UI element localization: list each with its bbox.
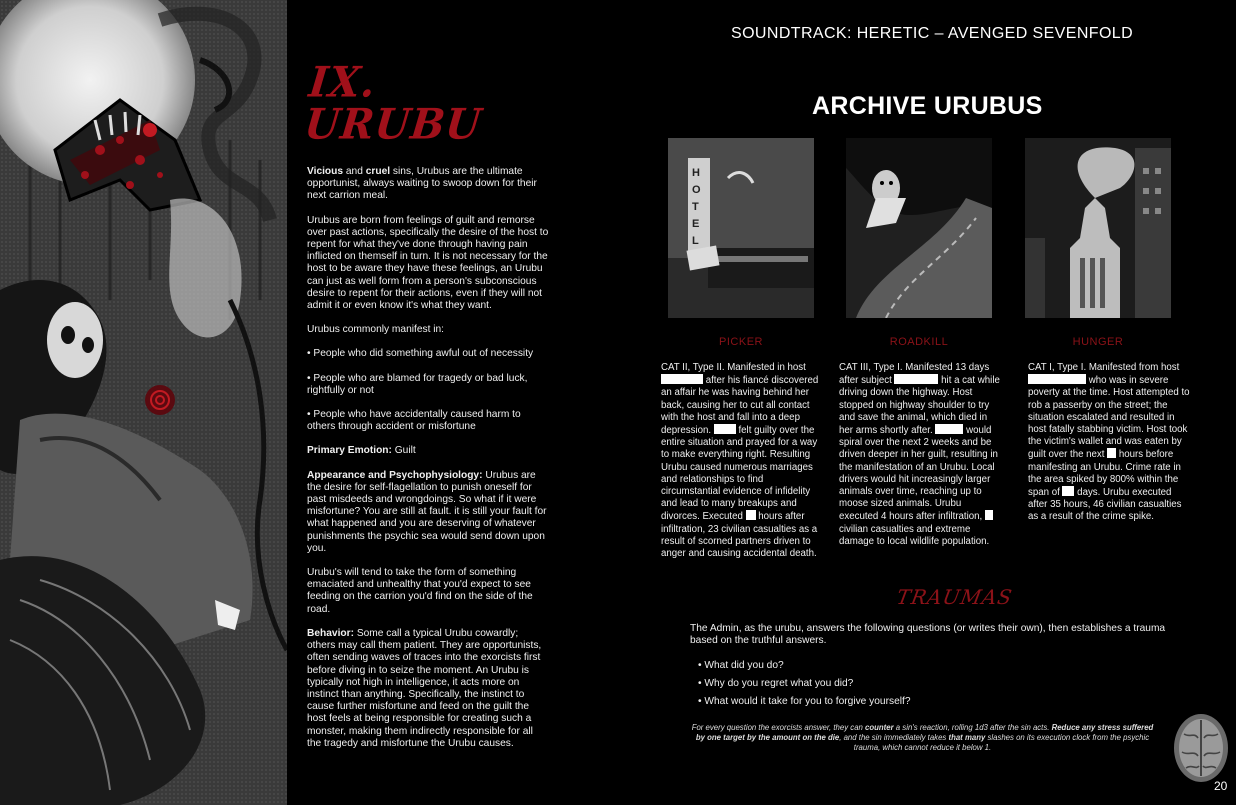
archive-photo-hunger xyxy=(1025,138,1171,318)
chapter-title: IX. URUBU xyxy=(302,57,485,150)
redaction-bar xyxy=(1062,486,1074,496)
svg-text:E: E xyxy=(692,218,700,230)
archive-name: ROADKILL xyxy=(889,336,949,348)
archive-heading: ARCHIVE URUBUS xyxy=(812,92,1043,120)
redaction-bar xyxy=(985,510,993,520)
redaction-bar xyxy=(935,424,963,434)
urubu-illustration xyxy=(0,0,287,805)
intro-rest: sins, Urubus are the ultimate opportunist, always waiting to swoop down for their next carrion meal. xyxy=(307,166,537,202)
appearance-text: Urubus are the desire for self-flagellation to punish oneself for past misdeeds and wrongdoings. So what if it were misfortune? You are still at fault. it is still your fault for what happened and you are deserving of whatever punishments the psychic sea would send down upon you. xyxy=(307,469,547,554)
svg-text:T: T xyxy=(692,201,699,213)
manifest-item: • People who have accidentally caused harm to others through accident or misfortune xyxy=(307,409,521,433)
primary-emotion-value: Guilt xyxy=(391,445,416,457)
archive-name: PICKER xyxy=(719,336,763,348)
archive-description: CAT II, Type II. Manifested in host after his fiancé discovered an affair he was having behind her back, causing her to cut all contact with the host and fall into a deep depression. felt guilty over the entire situation and prayed for a way to make everything right. Resulting Urubu caused numerous marriages and relationships to find circumstantial evidence of infidelity and lead to many breakups and divorces. Executed hours after infiltration, 23 civilian casualties as a result of scorned partners driven to anger and causing accidental death. xyxy=(661,362,819,560)
trauma-question: • What did you do? xyxy=(698,660,784,671)
traumas-questions xyxy=(698,660,911,714)
archive-card-roadkill xyxy=(839,138,1007,548)
redaction-bar xyxy=(746,510,756,520)
manifest-item: • People who did something awful out of necessity xyxy=(307,348,534,360)
appearance-paragraph xyxy=(307,470,549,555)
archive-name: HUNGER xyxy=(1072,336,1124,348)
brain-icon xyxy=(1172,712,1230,789)
traumas-title: TRAUMAS xyxy=(894,585,1015,609)
traumas-intro: The Admin, as the urubu, answers the following questions (or writes their own), then establishes a trauma based on the truthful answers. xyxy=(690,623,1166,647)
soundtrack-credit: SOUNDTRACK: HERETIC – AVENGED SEVENFOLD xyxy=(731,25,1134,42)
svg-text:H: H xyxy=(692,167,700,179)
manifest-heading: Urubus commonly manifest in: xyxy=(307,324,445,336)
redaction-bar xyxy=(1107,448,1116,458)
origin-paragraph: Urubus are born from feelings of guilt and remorse over past actions, specifically the desire of the host to repent for what they've done through having pain inflicted on themself in turn. It is not necessary for the host to be aware they have these feelings, an Urubu can just as well form from a person's subconscious desire to repent for their actions, even if they will not admit it or even know it's what they want. xyxy=(307,214,549,312)
archive-photo-picker xyxy=(668,138,814,318)
archive-photo-roadkill xyxy=(846,138,992,318)
trauma-question: • Why do you regret what you did? xyxy=(698,678,854,689)
appearance-label: Appearance and Psychophysiology: xyxy=(307,469,483,481)
archive-description: CAT III, Type I. Manifested 13 days after subject hit a cat while driving down the highway. Host stopped on highway shoulder to try and save the animal, which died in her arms shortly after. would spiral over the next 2 weeks and be driven deeper in her guilt, resulting in the manifestation of an Urubu. Local drivers would hit increasingly larger animals over time, reaching up to moose sized animals. Urubu executed 4 hours after infiltration, civilian casualties and extreme damage to local wildlife population. xyxy=(839,362,1000,547)
behavior-text: Some call a typical Urubu cowardly; others may call them patient. They are opportunists, often sending waves of traces into the exorcists first before diving in to seize the moment. An Urubu is typically not high in intelligence, it acts more on instinct than anything. Specifically, the instinct to cause further misfortune and feed on the guilt the host feels at being responsible for creating such a monster, making them indirectly responsible for all the tragedy and misfortune the Urubu causes. xyxy=(307,627,542,749)
redaction-bar xyxy=(661,374,703,384)
intro-paragraph xyxy=(307,166,549,203)
redaction-bar xyxy=(714,424,736,434)
behavior-paragraph xyxy=(307,628,549,750)
trauma-question: • What would it take for you to forgive yourself? xyxy=(698,696,911,707)
redaction-bar xyxy=(894,374,938,384)
archive-card-picker xyxy=(661,138,829,560)
intro-word-vicious: Vicious xyxy=(307,166,344,177)
page-number: 20 xyxy=(1214,779,1228,793)
traumas-note: For every question the exorcists answer, they can counter a sin's reaction, rolling 1d3 after the sin acts. Reduce any stress suffered by one target by the amount on the die, and the sin immediately takes that many slashes on its execution clock from the psychic trauma, which cannot reduce it below 1. xyxy=(691,723,1154,753)
urubu-description-column xyxy=(302,57,549,762)
form-paragraph: Urubu's will tend to take the form of something emaciated and unhealthy that you'd expect to see feeding on the carrion you'd find on the side of the road. xyxy=(307,567,533,615)
svg-text:O: O xyxy=(692,184,701,196)
intro-word-cruel: cruel xyxy=(365,166,391,177)
behavior-label: Behavior: xyxy=(307,627,354,639)
primary-emotion xyxy=(307,445,549,457)
intro-and: and xyxy=(343,166,366,177)
manifest-item: • People who are blamed for tragedy or bad luck, rightfully or not xyxy=(307,372,528,396)
primary-emotion-label: Primary Emotion: xyxy=(307,445,392,457)
redaction-bar xyxy=(1028,374,1086,384)
archive-description: CAT I, Type I. Manifested from host who was in severe poverty at the time. Host attempted to rob a passerby on the street; the situation escalated and resulted in host fatally stabbing victim. Host took the victim's wallet and was eaten by guilt over the next hours before manifesting an Urubu. Crime rate in the area spiked by 800% within the span of days. Urubu executed after 35 hours, 46 civilian casualties as a result of the crime spike. xyxy=(1028,362,1190,523)
svg-text:L: L xyxy=(692,235,699,247)
archive-card-hunger xyxy=(1028,138,1196,524)
